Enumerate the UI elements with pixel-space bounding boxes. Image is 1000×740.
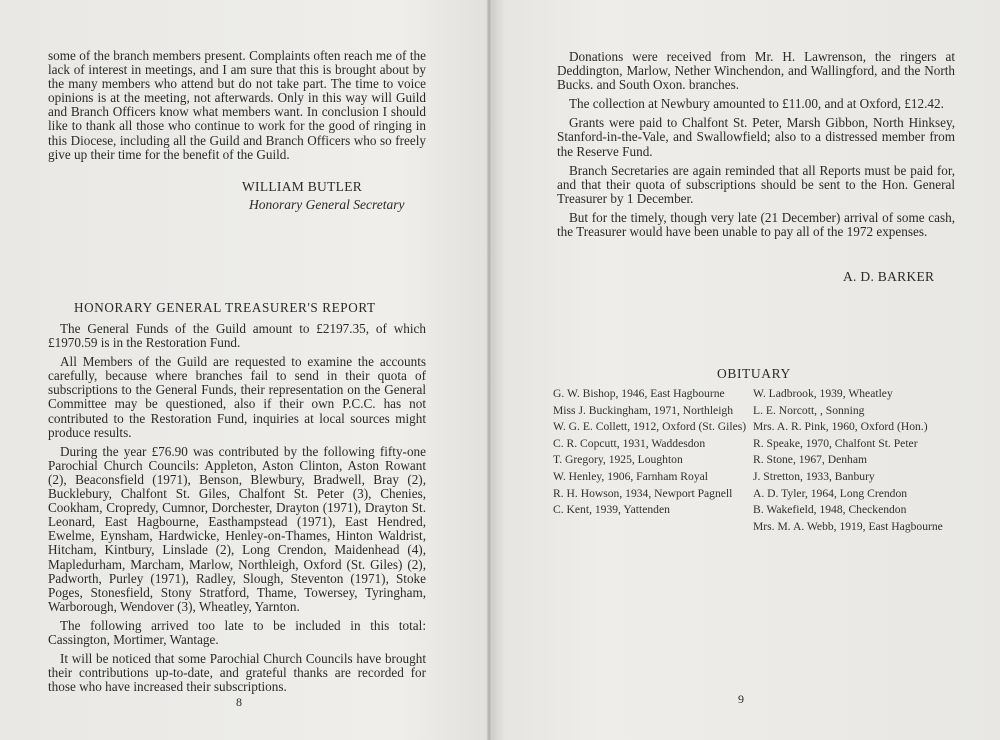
- secretary-signature-title: Honorary General Secretary: [249, 197, 405, 212]
- obituary-entry: Mrs. A. R. Pink, 1960, Oxford (Hon.): [753, 420, 928, 434]
- paragraph-grants: Grants were paid to Chalfont St. Peter, Marsh Gibbon, North Hinksey, Stanford-in-the-Vale, and Swallowfield; also to a distressed member from the Reserve Fund.: [557, 115, 955, 159]
- page-number-left: 8: [236, 695, 242, 709]
- secretary-signature-name: WILLIAM BUTLER: [242, 179, 363, 194]
- obituary-entry: T. Gregory, 1925, Loughton: [553, 453, 683, 467]
- obituary-list-right: [753, 388, 953, 537]
- left-page: [0, 0, 487, 740]
- obituary-entry: Mrs. M. A. Webb, 1919, East Hagbourne: [753, 519, 943, 533]
- obituary-entry: Miss J. Buckingham, 1971, Northleigh: [553, 403, 734, 417]
- obituary-entry: R. H. Howson, 1934, Newport Pagnell: [553, 486, 733, 500]
- obituary-list-left: [553, 388, 750, 521]
- obituary-heading: OBITUARY: [717, 366, 791, 381]
- obituary-entry: C. Kent, 1939, Yattenden: [553, 503, 670, 517]
- intro-paragraph: some of the branch members present. Complaints often reach me of the lack of interest in meetings, and I am sure that this is brought about by the many members who attend but do not take part. The time to voice opinions is at the meeting, not afterwards. Only in this way will Guild and Branch Officers know what members want. In conclusion I should like to thank all those who continue to work for the good of ringing in this Diocese, including all the Guild and Branch Officers who so freely give up their time for the benefit of the Guild.: [48, 48, 426, 162]
- obituary-entry: W. Ladbrook, 1939, Wheatley: [753, 387, 893, 400]
- obituary-entry: R. Stone, 1967, Denham: [753, 453, 867, 467]
- obituary-entry: W. G. E. Collett, 1912, Oxford (St. Giles): [553, 420, 747, 434]
- paragraph-collection: The collection at Newbury amounted to £11.00, and at Oxford, £12.42.: [569, 96, 944, 112]
- obituary-entry: R. Speake, 1970, Chalfont St. Peter: [753, 436, 918, 450]
- paragraph-donations: Donations were received from Mr. H. Lawrenson, the ringers at Deddington, Marlow, Nether Winchendon, and Wallingford, and the North Bucks. and South Oxon. branches.: [557, 49, 955, 93]
- obituary-entry: W. Henley, 1906, Farnham Royal: [553, 469, 708, 483]
- paragraph-general-funds: The General Funds of the Guild amount to £2197.35, of which £1970.59 is in the Restoration Fund.: [48, 321, 426, 351]
- obituary-entry: C. R. Copcutt, 1931, Waddesdon: [553, 436, 706, 450]
- treasurer-report-heading: HONORARY GENERAL TREASURER'S REPORT: [74, 300, 376, 315]
- right-page: [491, 0, 1000, 740]
- treasurer-report-continued: [557, 50, 955, 244]
- obituary-entry: L. E. Norcott, , Sonning: [753, 403, 865, 417]
- paragraph-branch-reminder: Branch Secretaries are again reminded that all Reports must be paid for, and that their quota of subscriptions should be sent to the Hon. General Treasurer by 1 December.: [557, 162, 955, 206]
- obituary-entry: J. Stretton, 1933, Banbury: [753, 469, 875, 483]
- treasurer-signature-name: A. D. BARKER: [843, 269, 935, 284]
- obituary-entry: B. Wakefield, 1948, Checkendon: [753, 503, 907, 517]
- treasurer-report-body: [48, 322, 426, 699]
- paragraph-late-cash: But for the timely, though very late (21 December) arrival of some cash, the Treasurer would have been unable to pay all of the 1972 expenses.: [557, 209, 955, 240]
- paragraph-contributions: During the year £76.90 was contributed by the following fifty-one Parochial Church Councils: Appleton, Aston Clinton, Aston Rowant (2), Beaconsfield (1971), Benson, Blewbury, Bradwell, Bray (2), Bucklebury, Chalfont St. Giles, Chalfont St. Peter (3), Chenies, Cookham, Cropredy, Cumnor, Dorchester, Drayton (1971), Drayton St. Leonard, East Hagbourne, Easthampstead (1971), East Hendred, Ewelme, Eynsham, Hardwicke, Henley-on-Thames, Hinton Waldrist, Hitcham, Kintbury, Linslade (2), Long Crendon, Maidenhead (4), Mapledurham, Marcham, Marlow, Northleigh, Oxford (St. Giles) (2), Padworth, Purley (1971), Radley, Slough, Steventon (1971), Stoke Poges, Stonesfield, Stony Stratford, Thame, Towersey, Tyringham, Warborough, Wendover (3), Wheatley, Yarnton.: [48, 443, 426, 614]
- paragraph-members-request: All Members of the Guild are requested to examine the accounts carefully, because where branches fail to send in their quota of subscriptions to the General Funds, their representation on the General Committee may be questioned, also if their own P.C.C. has not contributed to the Restoration Fund, inquiries at local sources might produce results.: [48, 354, 426, 440]
- paragraph-late-arrivals: The following arrived too late to be included in this total: Cassington, Mortimer, Wantage.: [48, 617, 426, 647]
- page-number-right: 9: [738, 692, 744, 706]
- obituary-entry: A. D. Tyler, 1964, Long Crendon: [753, 486, 908, 500]
- secretary-report-ending: [48, 49, 426, 167]
- paragraph-thanks: It will be noticed that some Parochial Church Councils have brought their contributions up-to-date, and grateful thanks are recorded for those who have increased their subscriptions.: [48, 651, 426, 695]
- obituary-entry: G. W. Bishop, 1946, East Hagbourne: [553, 387, 725, 400]
